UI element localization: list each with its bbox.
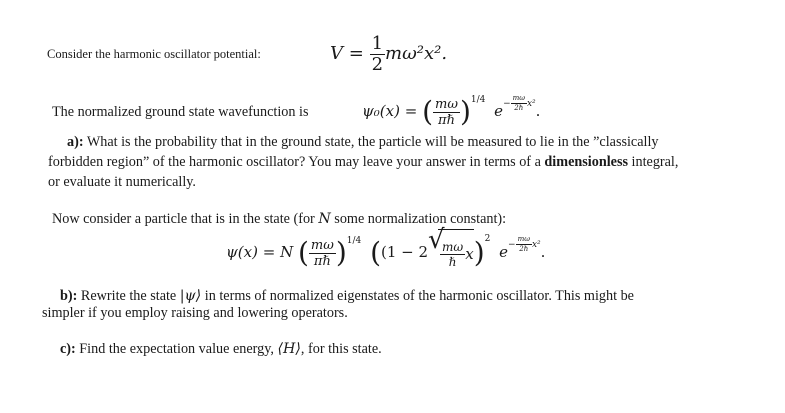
- part-a-label: a):: [67, 134, 84, 150]
- ket-psi: |ψ⟩: [179, 288, 202, 304]
- part-b-label: b):: [60, 288, 78, 304]
- potential-rest: mω²x².: [385, 43, 448, 64]
- new-state-intro: Now consider a particle that is in the state (for N some normalization constant):: [52, 211, 507, 227]
- paren-open-text: (1 − 2: [381, 243, 429, 261]
- psi0-frac-den: πℏ: [438, 112, 455, 128]
- ground-state-equation: ψ₀(x) = ( $\frac{m\omega}{\text{πℏ}}$ )1/4 e− $\frac{m\omega}{\text{2ℏ}}$ x².: [362, 89, 540, 134]
- ground-state-label: The normalized ground state wavefunction is: [52, 104, 309, 120]
- part-a-line3: or evaluate it numerically.: [48, 174, 196, 190]
- ground-state-text: [52, 104, 308, 121]
- psi0-equals: =: [404, 102, 418, 120]
- part-c-line: c): Find the expectation value energy, ⟨H⟩, for this state.: [60, 341, 382, 357]
- part-a-line2: forbidden region” of the harmonic oscillator? You may leave your answer in terms of a dimensionless integral,: [48, 154, 679, 170]
- psi0-power: 1/4: [470, 95, 486, 105]
- potential-equation: [330, 34, 447, 74]
- dimensionless-word: dimensionless: [544, 154, 628, 170]
- part-a-text-1: What is the probability that in the ground state, the particle will be measured to lie in the ”classically: [86, 134, 659, 150]
- part-a-line1: [67, 134, 659, 151]
- intro-text: [47, 46, 261, 63]
- part-c-label: c):: [60, 341, 76, 357]
- psi-exponent: − $\frac{m\omega}{\text{2ℏ}}$ x²: [508, 235, 541, 253]
- potential-frac-num: 1: [371, 32, 384, 54]
- psi-fraction: $\frac{m\omega}{\text{πℏ}}$: [310, 237, 334, 269]
- psi0-frac-num: mω: [435, 96, 458, 112]
- part-b-line2: simpler if you employ raising and lowering operators.: [42, 305, 348, 321]
- potential-equals: =: [348, 43, 364, 64]
- potential-fraction: [370, 32, 385, 75]
- paren-right: ): [459, 95, 471, 128]
- new-state-equation: ψ(x) = N ( $\frac{m\omega}{\text{πℏ}}$ )1/4 ((1 − 2 √ $\frac{m\omega}{\text{ℏ}}$ x)2 e− $\frac{m\omega}{\text{2ℏ}}$ x².: [226, 228, 545, 278]
- sqrt-term: √ $\frac{m\omega}{\text{ℏ}}$ x: [428, 229, 474, 278]
- square-power: 2: [484, 234, 491, 244]
- potential-frac-den: 2: [371, 53, 384, 75]
- part-b-line1: b): Rewrite the state |ψ⟩ in terms of normalized eigenstates of the harmonic oscillator. This might be: [60, 288, 634, 304]
- psi0-fraction: [433, 98, 460, 127]
- psi0-lhs: ψ₀(x): [362, 102, 400, 120]
- psi-lhs: ψ(x): [226, 243, 258, 261]
- potential-lhs: V: [330, 43, 343, 64]
- psi0-exponent: − $\frac{m\omega}{\text{2ℏ}}$ x²: [503, 94, 536, 112]
- expectation-h: ⟨H⟩: [277, 341, 301, 357]
- intro-label: Consider the harmonic oscillator potential:: [47, 47, 261, 61]
- psi0-exp-base: e: [494, 102, 504, 120]
- coef-n: N: [280, 243, 294, 261]
- normalization-var: N: [318, 211, 331, 227]
- paren-left: (: [422, 95, 434, 128]
